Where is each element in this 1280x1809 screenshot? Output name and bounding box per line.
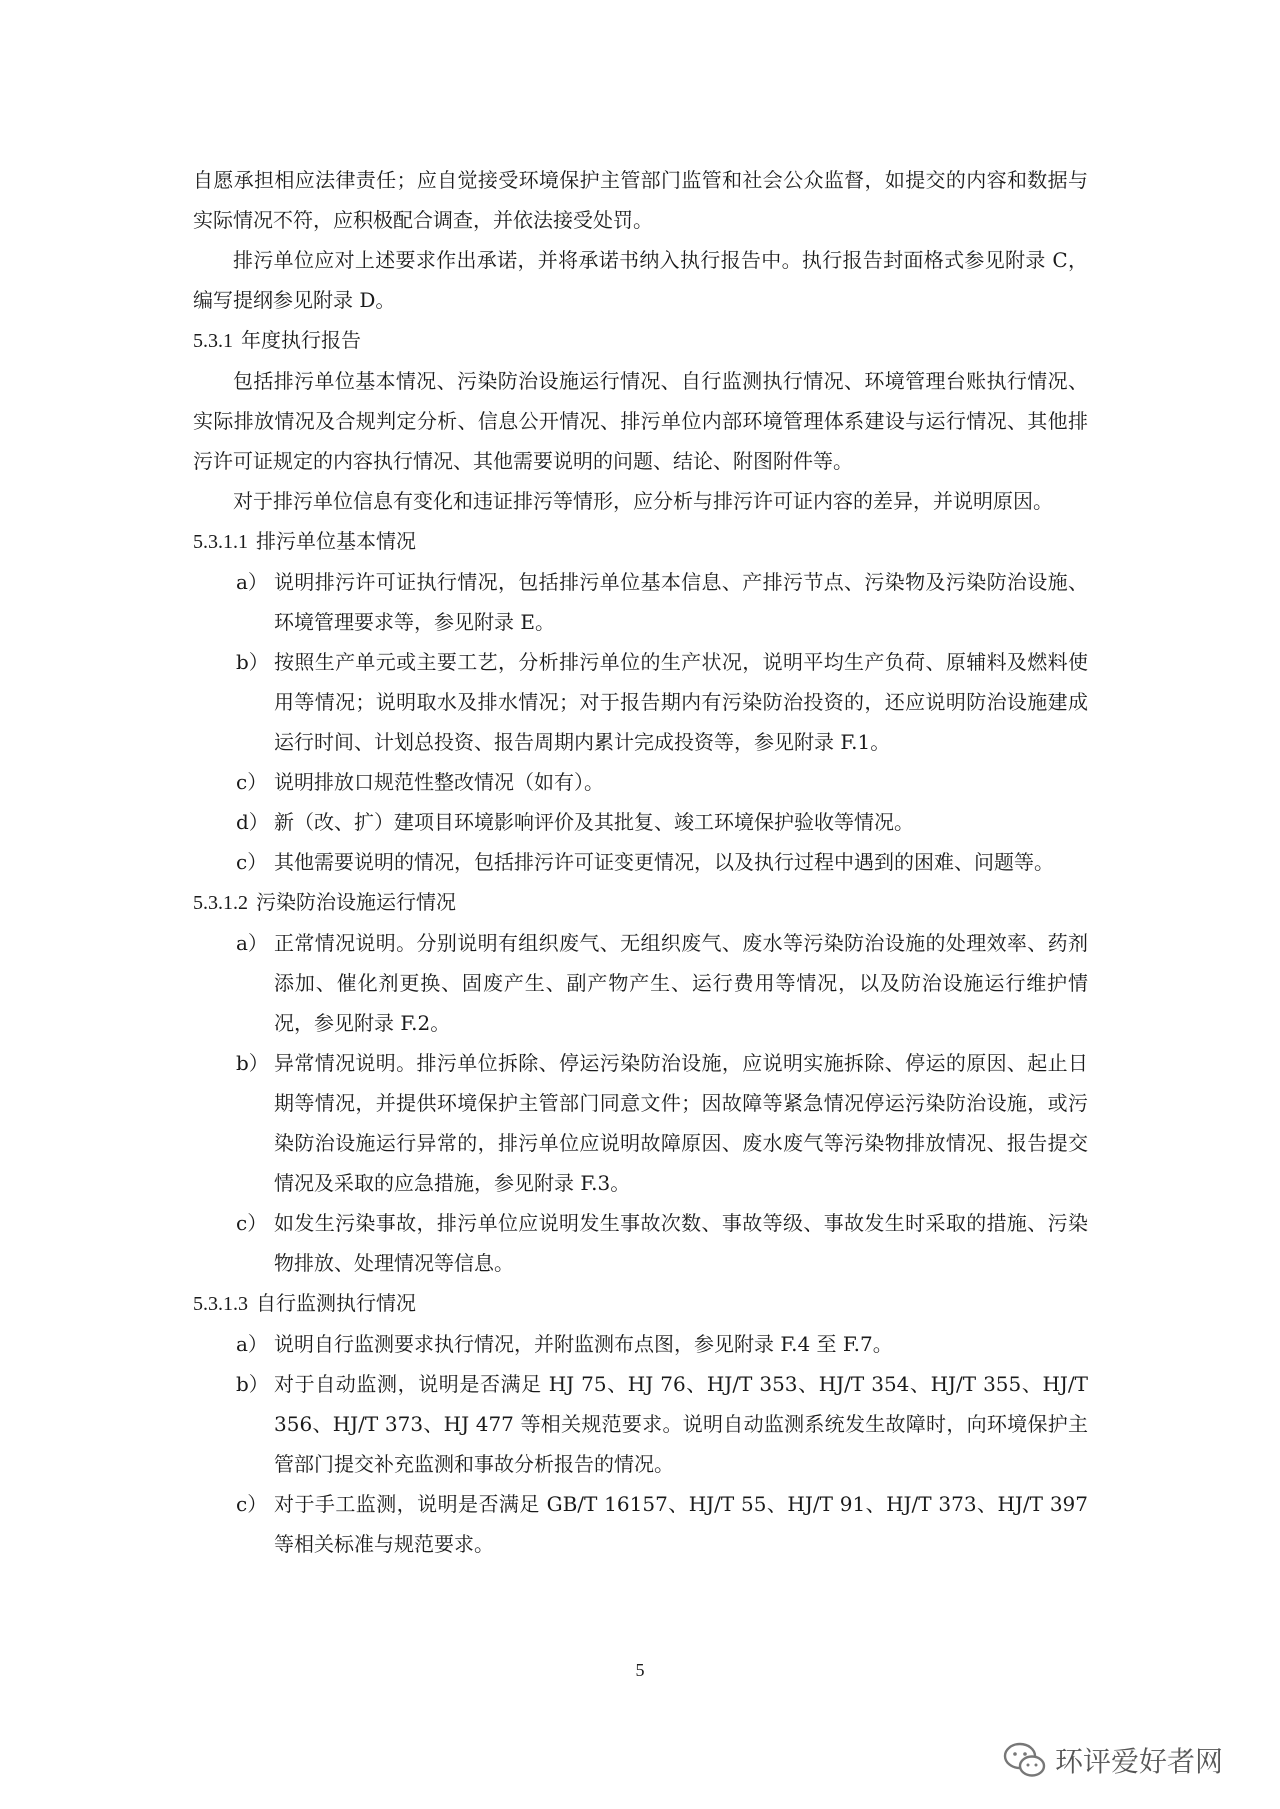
section-heading-5-3-1-2 [193,882,1088,923]
paragraph: 包括排污单位基本情况、污染防治设施运行情况、自行监测执行情况、环境管理台账执行情况、实际排放情况及合规判定分析、信息公开情况、排污单位内部环境管理体系建设与运行情况、其他排污许可证规定的内容执行情况、其他需要说明的问题、结论、附图附件等。 [193,369,1088,473]
section-number: 5.3.1.1 [193,531,248,553]
list-marker: b） [236,650,269,674]
list-item [193,562,1088,642]
paragraph: 自愿承担相应法律责任；应自觉接受环境保护主管部门监管和社会公众监督，如提交的内容和数据与实际情况不符，应积极配合调查，并依法接受处罚。 [193,168,1088,232]
page-content [193,160,1088,1564]
list-item-text: 说明排污许可证执行情况，包括排污单位基本信息、产排污节点、污染物及污染防治设施、环境管理要求等，参见附录 E。 [274,570,1088,634]
list-marker: b） [236,1051,269,1075]
section-title: 自行监测执行情况 [256,1291,416,1315]
list-item-text: 新（改、扩）建项目环境影响评价及其批复、竣工环境保护验收等情况。 [274,810,914,834]
list-marker: a） [236,1332,268,1356]
list-item-text: 如发生污染事故，排污单位应说明发生事故次数、事故等级、事故发生时采取的措施、污染物排放、处理情况等信息。 [274,1211,1088,1275]
list-marker: c） [236,770,268,794]
watermark-text: 环评爱好者网 [1055,1745,1224,1778]
section-heading-5-3-1 [193,320,1088,361]
list-item [193,1203,1088,1283]
list-item [193,642,1088,762]
list-item-text: 正常情况说明。分别说明有组织废气、无组织废气、废水等污染防治设施的处理效率、药剂添加、催化剂更换、固废产生、副产物产生、运行费用等情况，以及防治设施运行维护情况，参见附录 F.2。 [274,931,1088,1035]
paragraph: 对于排污单位信息有变化和违证排污等情形，应分析与排污许可证内容的差异，并说明原因。 [233,489,1053,513]
list-item [193,1364,1088,1484]
list-marker: d） [236,810,269,834]
list-marker: c） [236,1492,268,1516]
list-item-text: 异常情况说明。排污单位拆除、停运污染防治设施，应说明实施拆除、停运的原因、起止日期等情况，并提供环境保护主管部门同意文件；因故障等紧急情况停运污染防治设施，或污染防治设施运行异常的，排污单位应说明故障原因、废水废气等污染物排放情况、报告提交情况及采取的应急措施，参见附录 F.3。 [274,1051,1088,1195]
list-item-text: 说明排放口规范性整改情况（如有）。 [274,770,604,794]
list-marker: a） [236,570,268,594]
page-number: 5 [635,1660,645,1680]
list-item [193,923,1088,1043]
section-title: 年度执行报告 [241,328,361,352]
list-item-text: 其他需要说明的情况，包括排污许可证变更情况，以及执行过程中遇到的困难、问题等。 [274,850,1054,874]
watermark [1003,1740,1223,1780]
list-item [193,1043,1088,1203]
list-item-text: 说明自行监测要求执行情况，并附监测布点图，参见附录 F.4 至 F.7。 [274,1332,893,1356]
section-number: 5.3.1.2 [193,892,248,914]
list-marker: c） [236,850,268,874]
list-marker: b） [236,1372,269,1396]
list-item-text: 对于手工监测，说明是否满足 GB/T 16157、HJ/T 55、HJ/T 91、HJ/T 373、HJ/T 397 等相关标准与规范要求。 [274,1492,1088,1556]
list-item [193,1484,1088,1564]
list-item-text: 对于自动监测，说明是否满足 HJ 75、HJ 76、HJ/T 353、HJ/T 354、HJ/T 355、HJ/T 356、HJ/T 373、HJ 477 等相关规范要求。说明自动监测系统发生故障时，向环境保护主管部门提交补充监测和事故分析报告的情况。 [274,1372,1088,1476]
section-number: 5.3.1 [193,330,233,352]
section-number: 5.3.1.3 [193,1293,248,1315]
list-item [193,802,1088,842]
list-marker: a） [236,931,268,955]
section-heading-5-3-1-3 [193,1283,1088,1324]
section-title: 排污单位基本情况 [256,529,416,553]
list-item [193,842,1088,882]
list-item [193,762,1088,802]
section-title: 污染防治设施运行情况 [256,890,456,914]
section-heading-5-3-1-1 [193,521,1088,562]
list-item [193,1324,1088,1364]
list-marker: c） [236,1211,268,1235]
wechat-icon [1003,1740,1047,1780]
paragraph: 排污单位应对上述要求作出承诺，并将承诺书纳入执行报告中。执行报告封面格式参见附录 C，编写提纲参见附录 D。 [193,248,1088,312]
list-item-text: 按照生产单元或主要工艺，分析排污单位的生产状况，说明平均生产负荷、原辅料及燃料使用等情况；说明取水及排水情况；对于报告期内有污染防治投资的，还应说明防治设施建成运行时间、计划总投资、报告周期内累计完成投资等，参见附录 F.1。 [274,650,1088,754]
